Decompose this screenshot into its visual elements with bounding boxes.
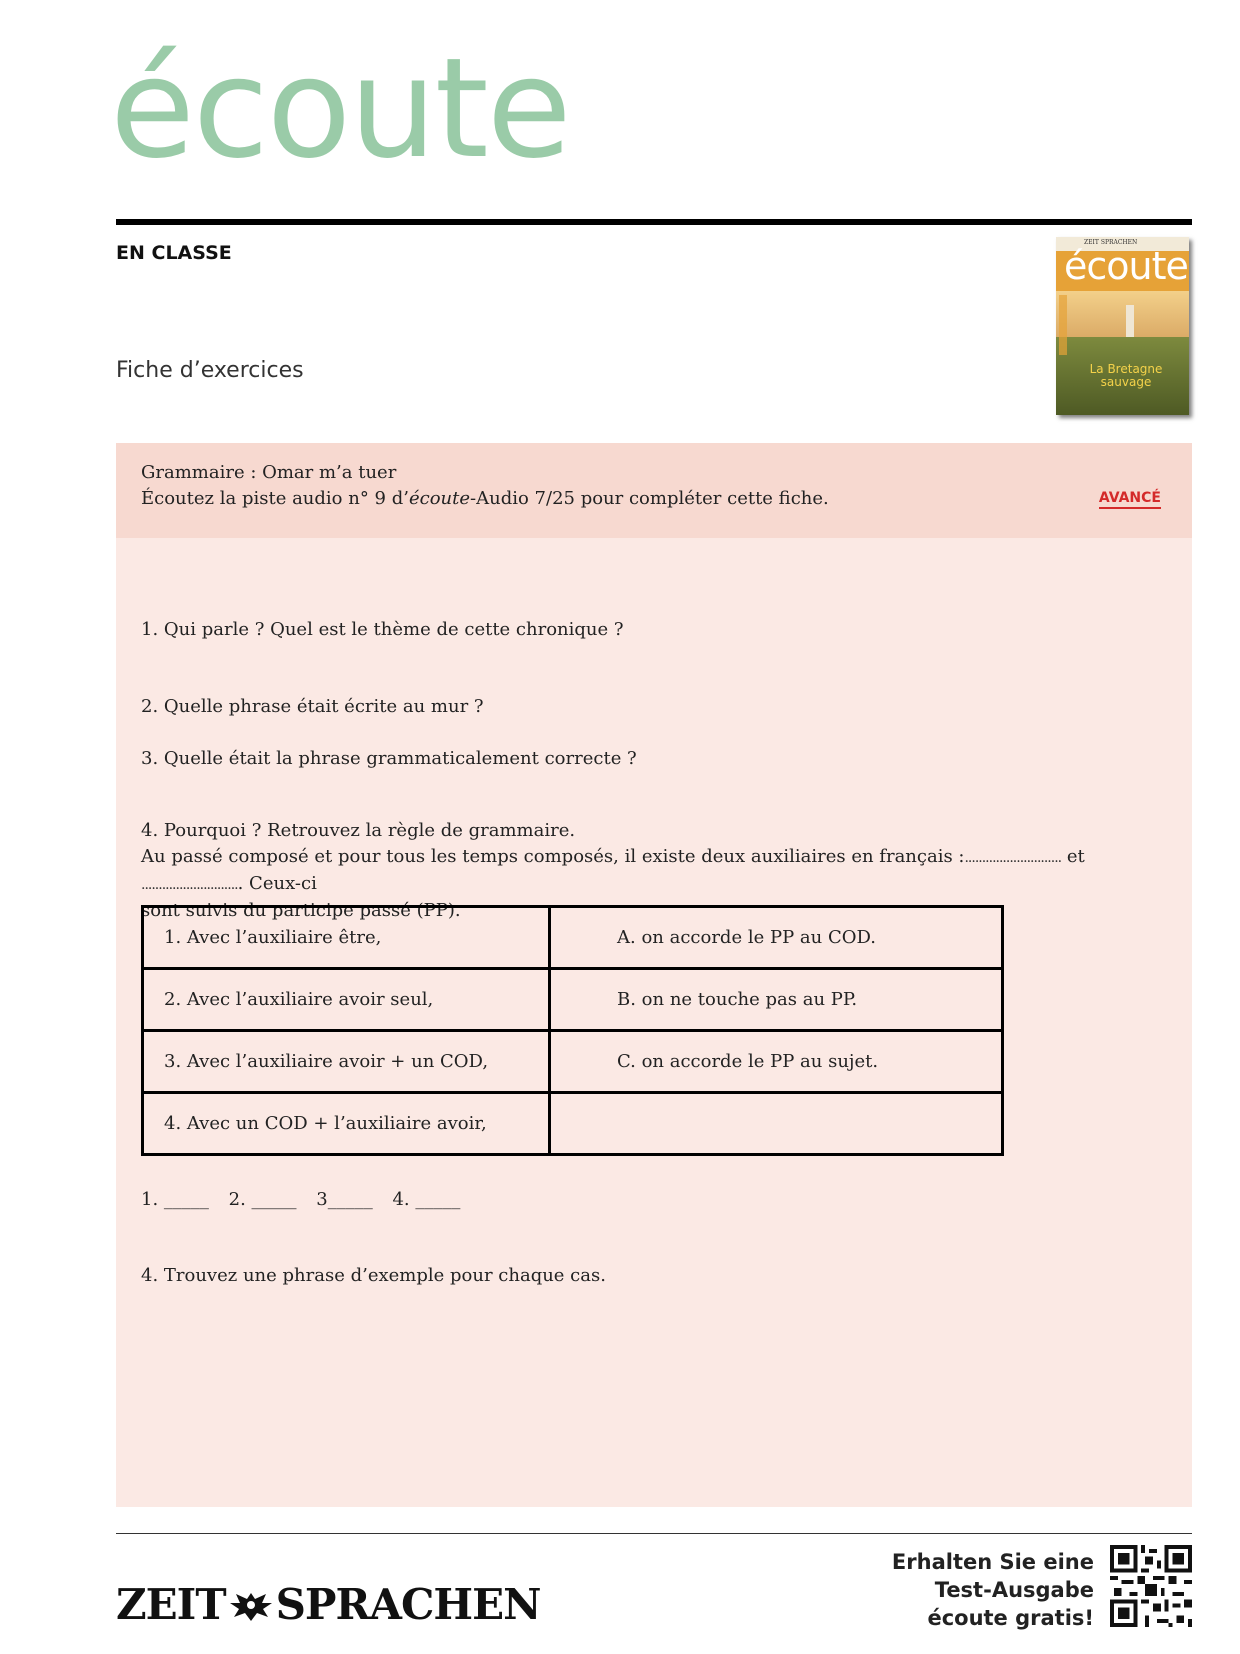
exercise-title: Grammaire : Omar m’a tuer xyxy=(141,462,397,483)
table-row xyxy=(143,1093,1003,1155)
cover-headline: La Bretagne sauvage xyxy=(1089,362,1163,389)
bottom-rule xyxy=(116,1533,1192,1534)
level-badge: AVANCÉ xyxy=(1099,490,1161,509)
promo-text[interactable]: Erhalten Sie eine Test-Ausgabe écoute gratis! xyxy=(891,1550,1094,1630)
table-cell-right: A. on accorde le PP au COD. xyxy=(550,907,1003,969)
blank-dots-1: ............................ xyxy=(964,850,1062,866)
table-cell-left: 2. Avec l’auxiliaire avoir seul, xyxy=(143,969,550,1031)
exercise-subtitle: Écoutez la piste audio n° 9 d’écoute-Audio 7/25 pour compléter cette fiche. xyxy=(141,488,829,509)
table-cell-right xyxy=(550,1093,1003,1155)
question-4-rule: Au passé composé et pour tous les temps composés, il existe deux auxiliaires en français :............................ et ............................. Ceux-ci xyxy=(141,846,1085,894)
question-2: 2. Quelle phrase était écrite au mur ? xyxy=(141,696,484,717)
table-cell-left: 3. Avec l’auxiliaire avoir + un COD, xyxy=(143,1031,550,1093)
qr-code-icon[interactable] xyxy=(1110,1545,1192,1627)
question-4-title: 4. Pourquoi ? Retrouvez la règle de grammaire. xyxy=(141,820,576,841)
ecoute-logo: écoute xyxy=(110,28,570,189)
cover-publisher: ZEIT SPRACHEN xyxy=(1084,239,1138,246)
question-1: 1. Qui parle ? Quel est le thème de cette chronique ? xyxy=(141,619,624,640)
question-5: 4. Trouvez une phrase d’exemple pour chaque cas. xyxy=(141,1265,606,1286)
table-cell-left: 4. Avec un COD + l’auxiliaire avoir, xyxy=(143,1093,550,1155)
table-cell-right: B. on ne touche pas au PP. xyxy=(550,969,1003,1031)
question-3: 3. Quelle était la phrase grammaticalement correcte ? xyxy=(141,748,637,769)
magazine-cover xyxy=(1056,237,1189,415)
table-row xyxy=(143,969,1003,1031)
zeit-sprachen-logo: ZEIT SPRACHEN xyxy=(116,1580,541,1629)
table-row xyxy=(143,1031,1003,1093)
table-cell-left: 1. Avec l’auxiliaire être, xyxy=(143,907,550,969)
matching-table xyxy=(141,905,1004,1156)
section-label: EN CLASSE xyxy=(116,242,232,264)
table-row xyxy=(143,907,1003,969)
panel-header xyxy=(116,443,1192,538)
top-rule xyxy=(116,219,1192,225)
doc-type: Fiche d’exercices xyxy=(116,358,304,383)
exercise-panel xyxy=(116,443,1192,1507)
cover-title: écoute xyxy=(1064,244,1188,288)
blank-dots-2: ............................ xyxy=(141,877,238,893)
answer-blanks xyxy=(141,1189,474,1210)
table-cell-right: C. on accorde le PP au sujet. xyxy=(550,1031,1003,1093)
question-4-rule-cont: sont suivis du participe passé (PP). xyxy=(141,900,461,921)
answer-blank-3[interactable]: 3_____ xyxy=(316,1189,373,1210)
answer-blank-2[interactable]: 2. _____ xyxy=(228,1189,297,1210)
eagle-icon xyxy=(228,1589,274,1623)
answer-blank-4[interactable]: 4. _____ xyxy=(392,1189,461,1210)
answer-blank-1[interactable]: 1. _____ xyxy=(141,1189,209,1210)
